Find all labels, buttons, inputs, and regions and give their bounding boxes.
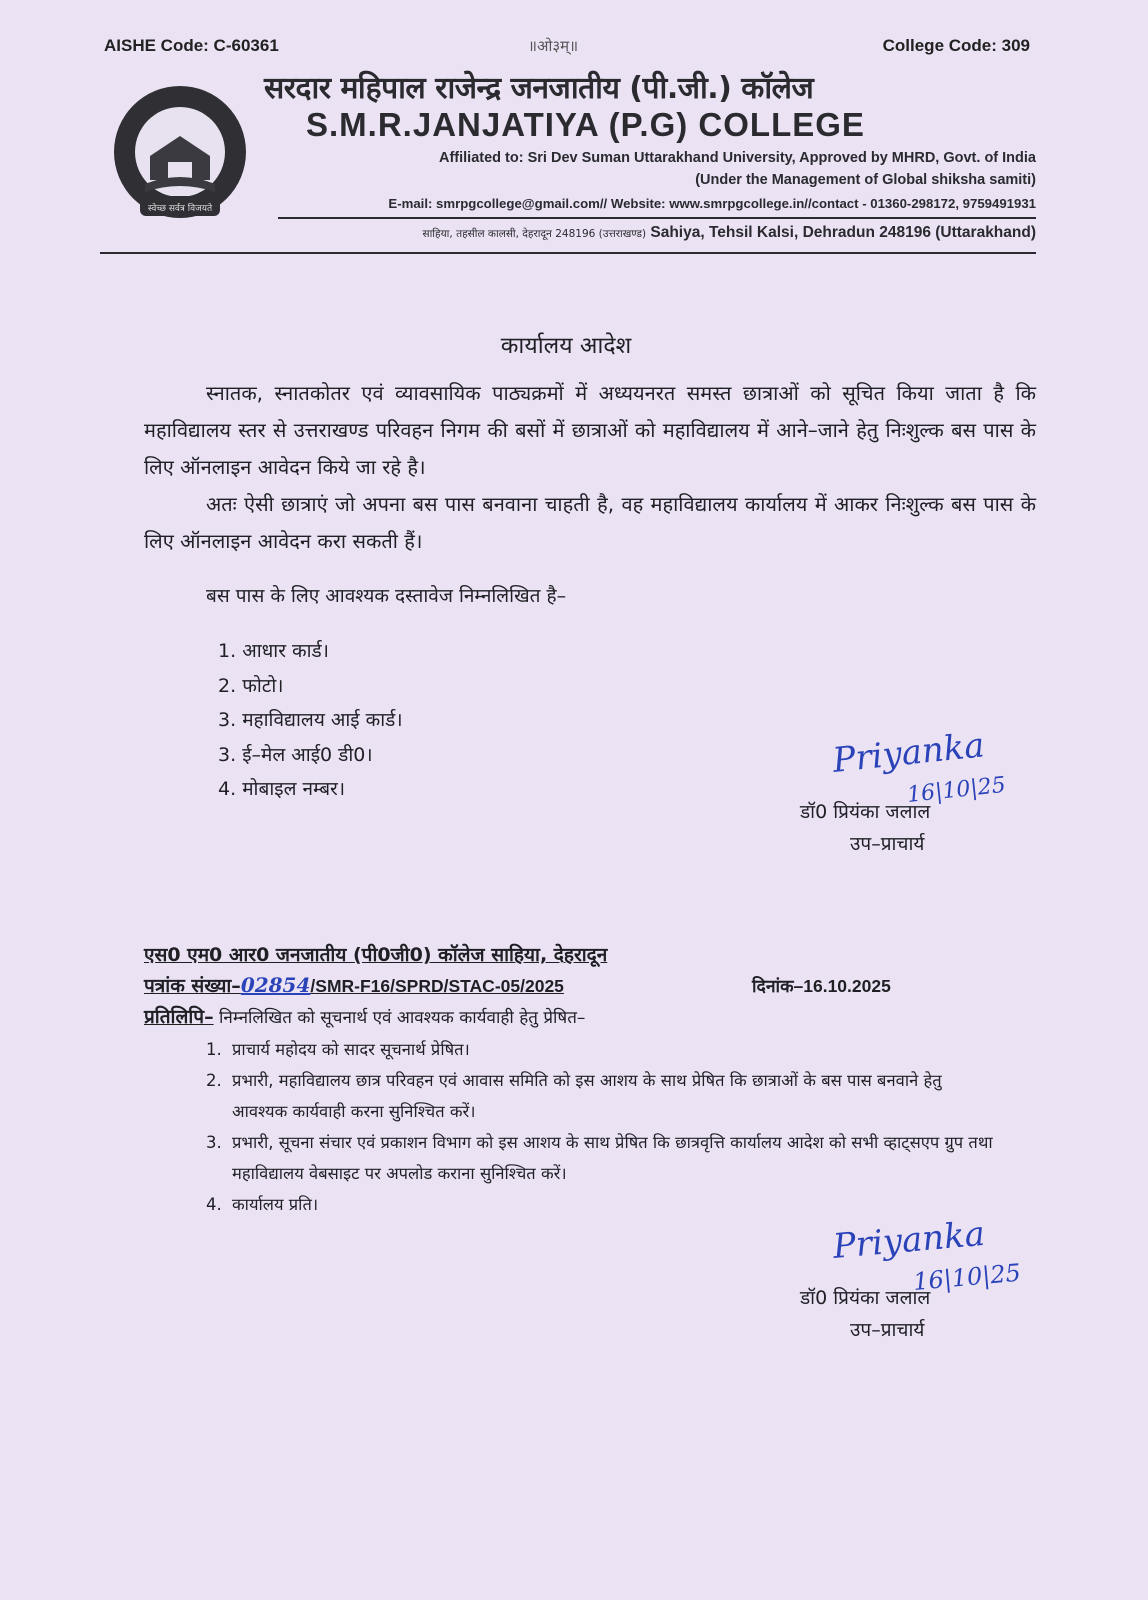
header-rule (100, 252, 1036, 254)
college-name-english: S.M.R.JANJATIYA (P.G) COLLEGE (306, 106, 865, 143)
list-number: 3. (218, 709, 237, 731)
list-item (218, 634, 403, 669)
logo-motto: स्वेच्छ सर्वत्र विजयते (147, 204, 213, 214)
order-heading: कार्यालय आदेश (500, 333, 632, 359)
list-number: 2. (206, 1071, 222, 1090)
contact-line: E-mail: smrpgcollege@gmail.com// Website: www.smrpgcollege.in//contact - 01360-298172, 9759491931 (388, 196, 1036, 211)
signature-name-text: Priyanka (831, 1213, 987, 1267)
college-code: College Code: 309 (882, 36, 1030, 55)
management: (Under the Management of Global shiksha samiti) (695, 172, 1036, 188)
letter-handwritten-number: 02854 (240, 973, 311, 997)
list-number: 3. (218, 743, 237, 766)
copy-label: प्रतिलिपि– (144, 1006, 214, 1028)
address-line (422, 224, 1036, 242)
copy-list (206, 1034, 996, 1220)
list-number: 2. (218, 674, 237, 697)
documents-intro: बस पास के लिए आवश्यक दस्तावेज निम्नलिखित है– (206, 585, 567, 607)
letter-label: पत्रांक संख्या– (144, 975, 241, 997)
list-text: प्रभारी, सूचना संचार एवं प्रकाशन विभाग को इस आशय के साथ प्रेषित कि छात्रवृत्ति कार्यालय आदेश को सभी व्हाट्सएप ग्रुप तथा महाविद्यालय वेबसाइट पर अपलोड कराना सुनिश्चित करें। (232, 1133, 993, 1183)
list-item (206, 1034, 996, 1065)
signature-date-text: 16|10|25 (906, 772, 1007, 808)
list-text: कार्यालय प्रति। (232, 1195, 319, 1214)
list-number: 4. (206, 1195, 222, 1214)
list-number: 1. (218, 640, 237, 662)
list-text: फोटो। (242, 674, 284, 697)
letter-number (144, 970, 564, 1001)
list-item (218, 669, 403, 704)
list-item (206, 1065, 996, 1127)
invocation: ॥ओ३म्॥ (528, 37, 579, 55)
copy-intro-text: निम्नलिखित को सूचनार्थ एवं आवश्यक कार्यवाही हेतु प्रेषित– (213, 1008, 586, 1028)
address-english: Sahiya, Tehsil Kalsi, Dehradun 248196 (Uttarakhand) (650, 224, 1036, 241)
list-number: 3. (206, 1133, 222, 1152)
letter-suffix: /SMR-F16/SPRD/STAC-05/2025 (310, 976, 564, 996)
list-item (218, 738, 403, 773)
list-text: प्रभारी, महाविद्यालय छात्र परिवहन एवं आवास समिति को इस आशय के साथ प्रेषित कि छात्राओं के बस पास बनवाने हेतु आवश्यक कार्यवाही करना सुनिश्चित करें। (232, 1071, 942, 1121)
list-item (206, 1127, 996, 1189)
signature-date-text: 16|10|25 (912, 1258, 1022, 1296)
list-text: महाविद्यालय आई कार्ड। (242, 709, 403, 731)
reference-college-line: एस0 एम0 आर0 जनजातीय (पी0जी0) कॉलेज साहिया, देहरादून (144, 944, 608, 966)
signatory-designation: उप–प्राचार्य (850, 833, 925, 855)
signatory-designation: उप–प्राचार्य (850, 1319, 925, 1341)
order-paragraph-1: स्नातक, स्नातकोतर एवं व्यावसायिक पाठ्यक्रमों में अध्ययनरत समस्त छात्राओं को सूचित किया जाता है कि महाविद्यालय स्तर से उत्तराखण्ड परिवहन निगम की बसों में छात्राओं को महाविद्यालय में आने–जाने हेतु निःशुल्क बस पास के लिए ऑनलाइन आवेदन किये जा रहे है। (144, 381, 1036, 479)
aishe-code: AISHE Code: C-60361 (104, 36, 279, 55)
signatory-name: डॉ0 प्रियंका जलाल (800, 1287, 931, 1309)
signatory-name: डॉ0 प्रियंका जलाल (800, 801, 931, 823)
list-number: 4. (218, 778, 237, 800)
list-number: 1. (206, 1040, 222, 1059)
list-text: प्राचार्य महोदय को सादर सूचनार्थ प्रेषित। (232, 1040, 470, 1059)
header-rule-short (278, 217, 1036, 219)
affiliation: Affiliated to: Sri Dev Suman Uttarakhand University, Approved by MHRD, Govt. of India (439, 150, 1036, 166)
list-item (218, 772, 403, 807)
letter-date: दिनांक–16.10.2025 (752, 976, 891, 996)
list-text: मोबाइल नम्बर। (242, 778, 346, 800)
list-item (218, 703, 403, 738)
documents-list (218, 634, 403, 807)
signature-name-text: Priyanka (830, 725, 987, 781)
college-name-hindi: सरदार महिपाल राजेन्द्र जनजातीय (पी.जी.) कॉलेज (264, 71, 814, 106)
address-hindi: साहिया, तहसील कालसी, देहरादून 248196 (उत्तराखण्ड) (422, 228, 647, 240)
copy-intro (144, 1002, 585, 1033)
list-text: ई–मेल आई0 डी0। (242, 743, 373, 766)
list-text: आधार कार्ड। (242, 640, 329, 662)
order-paragraph-2: अतः ऐसी छात्राएं जो अपना बस पास बनवाना चाहती है, वह महाविद्यालय कार्यालय में आकर निःशुल्क बस पास के लिए ऑनलाइन आवेदन करा सकती हैं। (144, 492, 1036, 553)
